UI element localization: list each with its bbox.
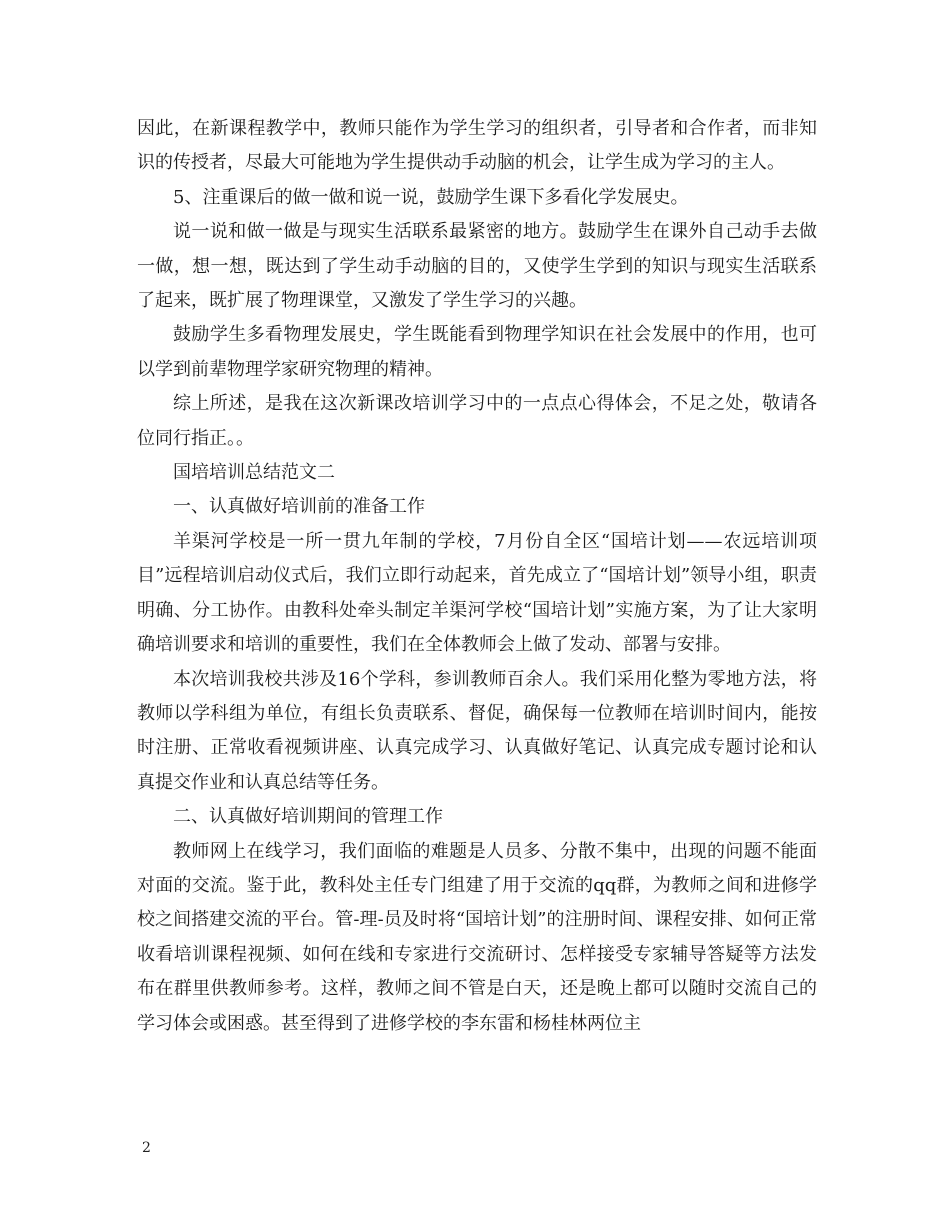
section-title: 国培培训总结范文二	[173, 462, 335, 484]
paragraph-2: 5、注重课后的做一做和说一说，鼓励学生课下多看化学发展史。	[173, 186, 689, 208]
paragraph-7: 本次培训我校共涉及16个学科，参训教师百余人。我们采用化整为零地方法，将教师以学科组为单位，有组长负责联系、督促，确保每一位教师在培训时间内，能按时注册、正常收看视频讲座、认真完成学习、认真做好笔记、认真完成专题讨论和认真提交作业和认真总结等任务。	[137, 668, 817, 793]
paragraph-4: 鼓励学生多看物理发展史，学生既能看到物理学知识在社会发展中的作用，也可以学到前辈物理学家研究物理的精神。	[137, 324, 817, 380]
paragraph-1: 因此，在新课程教学中，教师只能作为学生学习的组织者，引导者和合作者，而非知识的传授者，尽最大可能地为学生提供动手动脑的机会，让学生成为学习的主人。	[137, 118, 817, 174]
paragraph-3: 说一说和做一做是与现实生活联系最紧密的地方。鼓励学生在课外自己动手去做一做，想一想，既达到了学生动手动脑的目的，又使学生学到的知识与现实生活联系了起来，既扩展了物理课堂，又激发了学生学习的兴趣。	[137, 221, 817, 312]
paragraph-6: 羊渠河学校是一所一贯九年制的学校，7月份自全区“国培计划——农远培训项目”远程培训启动仪式后，我们立即行动起来，首先成立了“国培计划”领导小组，职责明确、分工协作。由教科处牵头制定羊渠河学校“国培计划”实施方案，为了让大家明确培训要求和培训的重要性，我们在全体教师会上做了发动、部署与安排。	[137, 530, 817, 656]
paragraph-8: 教师网上在线学习，我们面临的难题是人员多、分散不集中，出现的问题不能面对面的交流。鉴于此，教科处主任专门组建了用于交流的qq群，为教师之间和进修学校之间搭建交流的平台。管-理-员及时将“国培计划”的注册时间、课程安排、如何正常收看培训课程视频、如何在线和专家进行交流研讨、怎样接受专家辅导答疑等方法发布在群里供教师参考。这样，教师之间不管是白天，还是晚上都可以随时交流自己的学习体会或困惑。甚至得到了进修学校的李东雷和杨桂林两位主	[137, 840, 817, 1034]
subheading-1: 一、认真做好培训前的准备工作	[173, 496, 425, 518]
page-number: 2	[142, 1140, 151, 1156]
paragraph-5: 综上所述，是我在这次新课改培训学习中的一点点心得体会，不足之处，敬请各位同行指正。。	[137, 393, 817, 449]
document-body	[137, 112, 817, 1041]
subheading-2: 二、认真做好培训期间的管理工作	[173, 806, 443, 828]
